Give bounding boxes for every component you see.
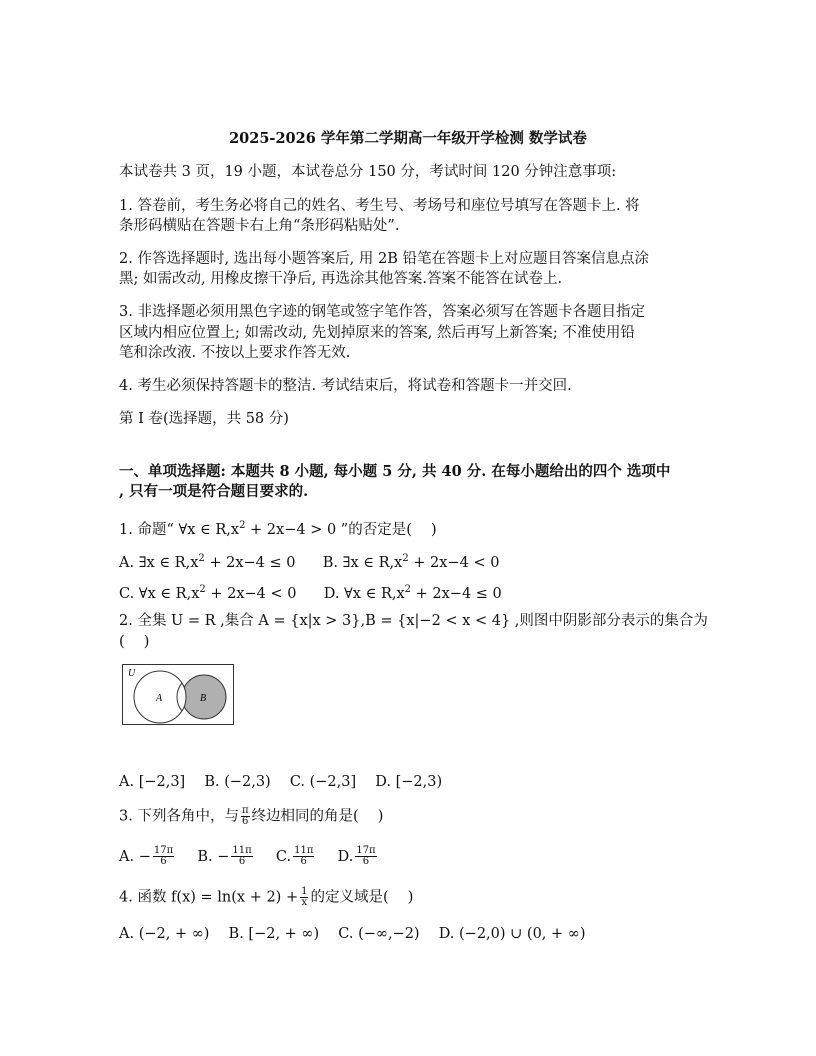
q2-stem: 2. 全集 U = R ,集合 A = {x|x > 3},B = {x|−2 < x < 4} ,则图中阴影部分表示的集合为 (119, 613, 708, 629)
venn-label-u: U (128, 668, 136, 679)
note-2-line-1: 2. 作答选择题时, 选出每小题答案后, 用 2B 铅笔在答题卡上对应题目答案信息点涂 (119, 251, 649, 267)
q3-stem-text-end: 终边相同的角是( ) (251, 808, 384, 825)
q1-options-row-1 (119, 549, 499, 573)
venn-label-a: A (156, 693, 163, 704)
q2-paren: ( ) (119, 634, 150, 650)
q3-option-a: A. − $\frac{17\pi}{6}$ (119, 845, 174, 867)
q3-stem-text: 3. 下列各角中，与 (119, 808, 239, 825)
q2-options: A. [−2,3] B. (−2,3) C. (−2,3] D. [−2,3) (119, 774, 443, 790)
section-heading-line-2: , 只有一项是符合题目要求的. (119, 483, 309, 500)
note-1-line-1: 1. 答卷前，考生务必将自己的姓名、考生号、考场号和座位号填写在答题卡上. 将 (119, 198, 640, 214)
q3-options (119, 846, 379, 867)
q1-option-d: D. ∀x ∈ $R,x^2 + 2x-4 \le 0$ (323, 584, 502, 602)
note-3-line-1: 3. 非选择题必须用黑色字迹的钢笔或签字笔作答，答案必须写在答题卡各题目指定 (119, 304, 645, 320)
intro-text: 本试卷共 3 页，19 小题，本试卷总分 150 分，考试时间 120 分钟注意事项: (119, 164, 617, 180)
note-4: 4. 考生必须保持答题卡的整洁. 考试结束后，将试卷和答题卡一并交回. (119, 378, 572, 394)
q1-option-b: B. ∃x ∈ $R,x^2 + 2x-4 < 0$ (322, 553, 500, 571)
note-1-line-2: 条形码横贴在答题卡右上角“条形码粘贴处”. (119, 218, 400, 234)
q3-option-c: C. $\frac{11\pi}{6}$ (275, 845, 314, 867)
q1-options-row-2 (119, 580, 502, 604)
venn-diagram (122, 664, 234, 726)
q4-fraction: $\frac{1}{x}$ (301, 886, 308, 908)
note-2-line-2: 黑; 如需改动, 用橡皮擦干净后, 再选涂其他答案.答案不能答在试卷上. (119, 271, 563, 287)
q1-option-c: C. ∀x ∈ $R,x^2 + 2x-4 < 0$ (119, 584, 297, 602)
q4-stem-text: 4. 函数 f(x) = ln(x + 2) + (119, 889, 299, 906)
section-heading-line-1: 一、单项选择题: 本题共 8 小题, 每小题 5 分, 共 40 分. 在每小题给出的四个 选项中 (119, 463, 671, 480)
q1-option-a: A. ∃x ∈ $R,x^2 + 2x-4 \le 0$ (119, 553, 296, 571)
q1-exponent: 2 (239, 520, 246, 531)
q1-stem-text: 1. 命题“ ∀x ∈ R,x (119, 521, 240, 538)
q4-stem (119, 887, 413, 908)
note-3-line-3: 笔和涂改液. 不按以上要求作答无效. (119, 345, 351, 361)
note-3-line-2: 区域内相应位置上; 如需改动, 先划掉原来的答案, 然后再写上新答案; 不准使用铅 (119, 325, 635, 341)
q3-option-b: B. − $\frac{11\pi}{6}$ (197, 845, 252, 867)
venn-label-b: B (200, 693, 207, 704)
q3-stem (119, 806, 383, 827)
q1-stem-text-end: + 2x−4 > 0 ”的否定是( ) (245, 521, 437, 538)
page-title: 2025-2026 学年第二学期高一年级开学检测 数学试卷 (229, 130, 587, 147)
q4-stem-text-end: 的定义域是( ) (310, 889, 414, 906)
part-heading: 第 I 卷(选择题，共 58 分) (119, 411, 289, 427)
q4-options: A. (−2, + ∞) B. [−2, + ∞) C. (−∞,−2) D. (−2,0) ∪ (0, + ∞) (119, 926, 586, 942)
q3-fraction: $\frac{\pi}{6}$ (241, 805, 249, 827)
q3-option-d: D. $\frac{17\pi}{6}$ (337, 845, 376, 867)
q1-stem (119, 516, 437, 540)
